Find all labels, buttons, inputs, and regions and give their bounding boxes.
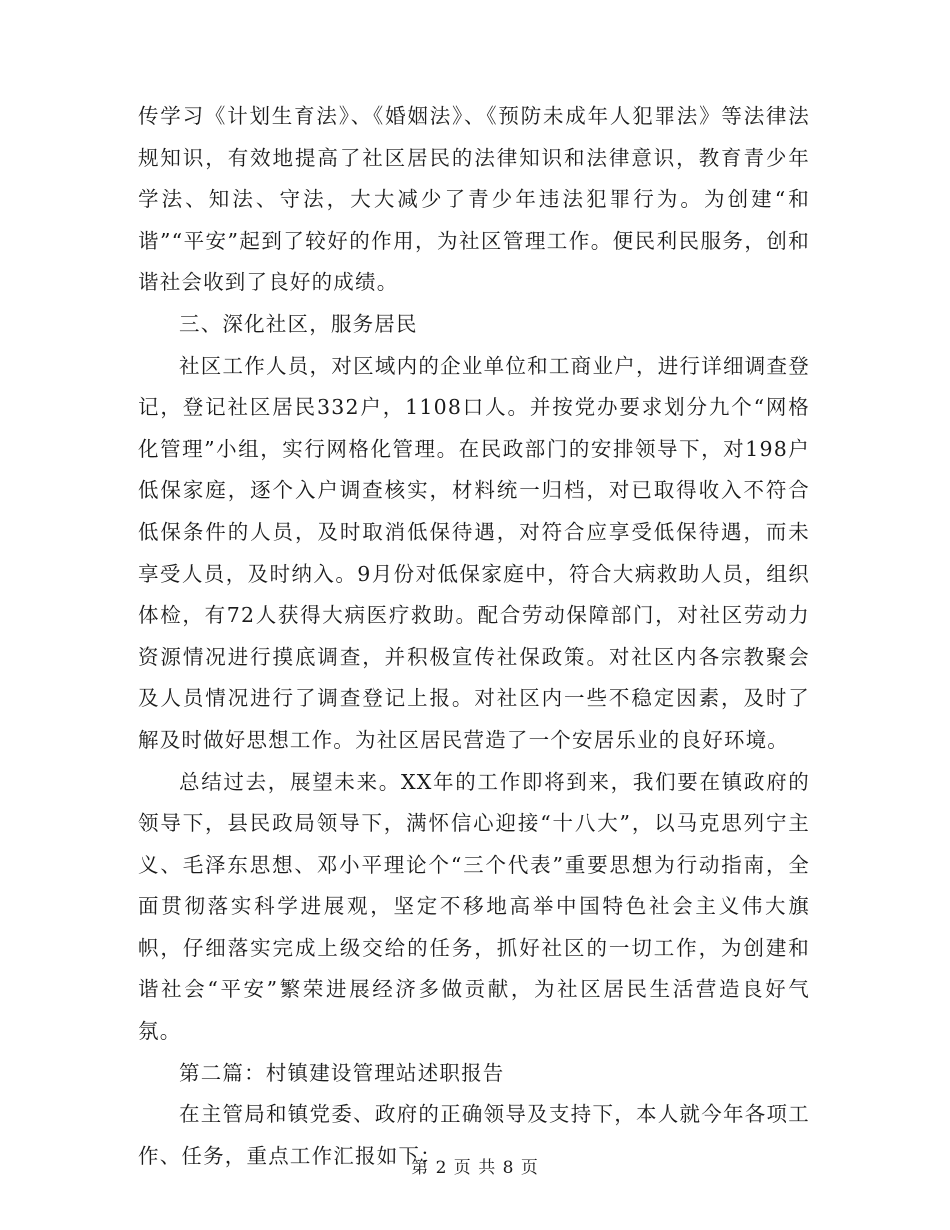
page-number-footer: 第 2 页 共 8 页	[411, 1158, 539, 1178]
chapter-heading-2: 第二篇：村镇建设管理站述职报告	[179, 1060, 505, 1085]
paragraph-1: 传学习《计划生育法》、《婚姻法》、《预防未成年人犯罪法》等法律法规知识，有效地提高了社区居民的法律知识和法律意识，教育青少年学法、知法、守法，大大减少了青少年违法犯罪行为。为创建“和谐”“平安”起到了较好的作用，为社区管理工作。便民利民服务，创和谐社会收到了良好的成绩。	[138, 104, 810, 295]
paragraph-4: 总结过去，展望未来。XX年的工作即将到来，我们要在镇政府的领导下，县民政局领导下，满怀信心迎接“十八大”，以马克思列宁主义、毛泽东思想、邓小平理论个“三个代表”重要思想为行动指南，全面贯彻落实科学进展观，坚定不移地高举中国特色社会主义伟大旗帜，仔细落实完成上级交给的任务，抓好社区的一切工作，为创建和谐社会“平安”繁荣进展经济多做贡献，为社区居民生活营造良好气氛。	[138, 769, 810, 1044]
section-heading-3: 三、深化社区，服务居民	[179, 311, 418, 336]
paragraph-3: 社区工作人员，对区域内的企业单位和工商业户，进行详细调查登记，登记社区居民332户，1108口人。并按党办要求划分九个“网格化管理”小组，实行网格化管理。在民政部门的安排领导下，对198户低保家庭，逐个入户调查核实，材料统一归档，对已取得收入不符合低保条件的人员，及时取消低保待遇，对符合应享受低保待遇，而未享受人员，及时纳入。9月份对低保家庭中，符合大病救助人员，组织体检，有72人获得大病医疗救助。配合劳动保障部门，对社区劳动力资源情况进行摸底调查，并积极宣传社保政策。对社区内各宗教聚会及人员情况进行了调查登记上报。对社区内一些不稳定因素，及时了解及时做好思想工作。为社区居民营造了一个安居乐业的良好环境。	[138, 353, 810, 752]
paragraph-6: 在主管局和镇党委、政府的正确领导及支持下，本人就今年各项工作、任务，重点工作汇报如下：	[138, 1102, 810, 1168]
document-body	[138, 96, 810, 1177]
